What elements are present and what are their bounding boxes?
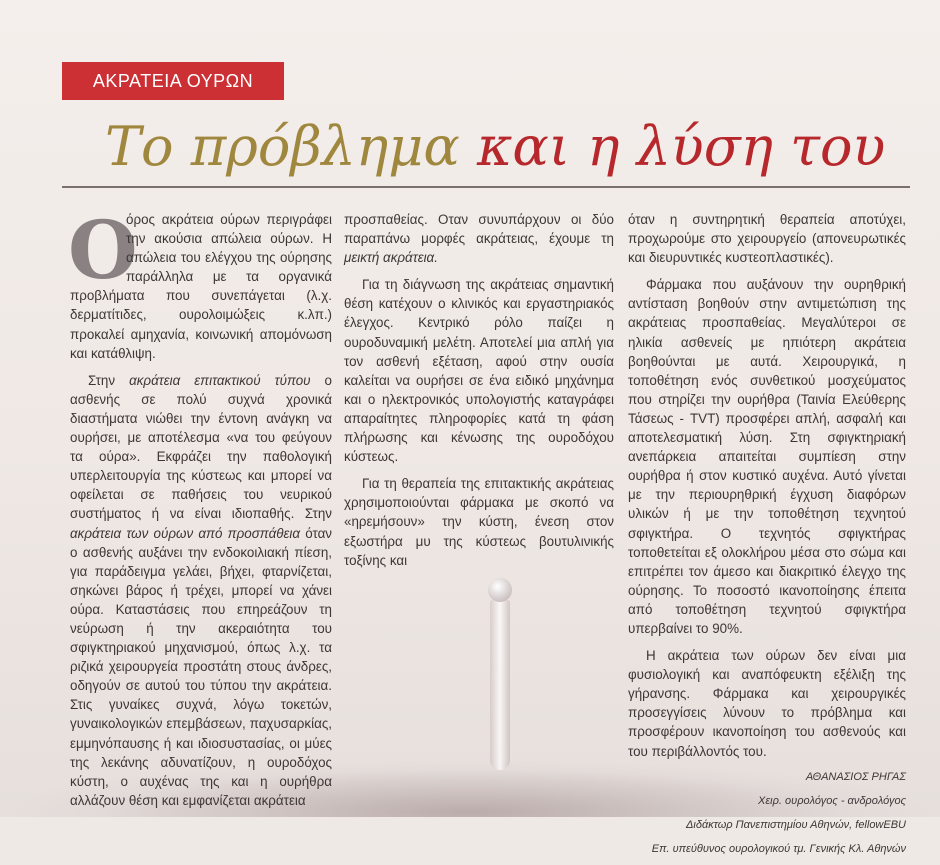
paragraph-text: όρος ακράτεια ούρων περιγράφει την ακούσια απώλεια ούρων. Η απώλεια του ελέγχου της ούρησης παράλληλα με τα οργανικά προβλήματα που συνεπάγεται (λ.χ. δερματίτιδες, ουρολοιμώξεις κ.λπ.) προκαλεί αμηχανία, κοινωνική απομόνωση και κατάθλιψη. [70,212,332,361]
headline-part2: και η λύση του [476,115,886,178]
paragraph: Για τη θεραπεία της επιτακτικής ακράτειας χρησιμοποιούνται φάρμακα με σκοπό να «ηρεμήσουν» την κύστη, ένεση στον εξωστήρα μυ της κύστεως βουτυλινικής τοξίνης και [344,476,614,568]
paragraph [344,210,614,267]
paragraph-text: Στην [88,372,130,388]
author-credentials: Διδάκτωρ Πανεπιστημίου Αθηνών, fellowEBU [686,818,906,831]
paragraph-text: όταν ο ασθενής αυξάνει την ενδοκοιλιακή πίεση, για παράδειγμα γελάει, βήχει, φταρνίζεται, σηκώνει βάρος ή τρέχει, μπορεί να χάνει ούρα. Καταστάσεις που επηρεάζουν τη νεύρωση ή την ακεραιότητα του σφιγκτηριακού μηχανισμού, όπως λ.χ. τα ριζικά χειρουργεία προστάτη στους άνδρες, οδηγούν σε αυτού του τύπου την ακράτεια. Στις γυναίκες συχνά, λόγω τοκετών, γυναικολογικών επεμβάσεων, παχυσαρκίας, εμμηνόπαυσης ή και ιδιοσυστασίας, οι μύες της λεκάνης αδυνατίζουν, η ουροδόχος κύστη, ο αυχένας της και η ουρήθρα αλλάζουν θέση και εμφανίζεται ακράτεια [70,525,333,808]
emphasis-text: μεικτή ακράτεια. [344,250,438,266]
paragraph: όταν η συντηρητική θεραπεία αποτύχει, προχωρούμε στο χειρουργείο (απονευρωτικές και διευρυντικές κυστεοπλαστικές). [628,212,906,266]
section-tag: ΑΚΡΑΤΕΙΑ ΟΥΡΩΝ [62,62,284,100]
headline-part1: Το πρόβλημα [105,115,460,178]
emphasis-text: ακράτεια των ούρων από προσπάθεια [70,525,300,541]
article-column-1 [68,203,333,818]
headline-rule [62,186,910,188]
author-title: Χειρ. ουρολόγος - ανδρολόγος [758,794,906,807]
article-column-3 [628,210,906,865]
water-drop-ball [488,578,512,602]
headline [105,112,885,182]
paragraph [70,371,332,810]
dropcap: Ο [68,203,138,297]
water-drop-illustration [440,570,560,770]
paragraph: Φάρμακα που αυξάνουν την ουρηθρική αντίσταση βοηθούν στην αντιμετώπιση της ακράτειας προσπαθείας. Μεγαλύτεροι σε ηλικία ασθενείς με ηπιότερη ακράτεια βοηθούνται με αυτά. Χειρουργικά, η τοποθέτηση ενός συνθετικού μοσχεύματος που στηρίζει την ουρήθρα (Ταινία Ελεύθερης Τάσεως - TVT) προσφέρει απλή, ασφαλή και αποτελεσματική λύση. Στη σφιγκτηριακή ανεπάρκεια απαιτείται συμπίεση στην ουρήθρα ή στον κυστικό αυχένα. Αυτό γίνεται με την περιουρηθρική έγχυση διαφόρων υλικών ή με την τοποθέτηση τεχνητού σφιγκτήρα. Ο τεχνητός σφιγκτήρας τοποθετείται εξ ολοκλήρου μέσα στο σώμα και επιτρέπει τον άμεσο και διακριτικό έλεγχο της ούρησης. Το ποσοστό ικανοποίησης έπειτα από τοποθέτηση τεχνητού σφιγκτήρα υπερβαίνει το 90%. [628,277,906,636]
paragraph-text: προσπαθείας. Οταν συνυπάρχουν οι δύο παραπάνω μορφές ακράτειας, έχουμε τη [344,212,614,247]
emphasis-text: ακράτεια επιτακτικού τύπου [129,372,311,388]
author-name: ΑΘΑΝΑΣΙΟΣ ΡΗΓΑΣ [805,770,906,783]
paragraph [68,203,332,363]
water-drop-stem [490,600,510,770]
author-affiliation: Επ. υπεύθυνος ουρολογικού τμ. Γενικής Κλ. Αθηνών [651,842,906,855]
paragraph-text: ο ασθενής σε πολύ συχνά χρονικά διαστήματα νιώθει την έντονη ανάγκη να ουρήσει, με αποτέλεσμα «να του φεύγουν τα ούρα». Εκφράζει την παθολογική υπερλειτουργία της κύστεως και μπορεί να οφείλεται σε παθήσεις του νευρικού συστήματος ή να είναι ιδιοπαθής. Στην [70,372,332,522]
paragraph: Η ακράτεια των ούρων δεν είναι μια φυσιολογική και αναπόφευκτη εξέλιξη της γήρανσης. Φάρμακα και χειρουργικές προσεγγίσεις λύνουν το πρόβλημα και προσφέρουν ικανοποίηση του ασθενούς και του περιβάλλοντός του. [628,648,906,759]
article-column-2 [344,210,614,578]
paragraph: Για τη διάγνωση της ακράτειας σημαντική θέση κατέχουν ο κλινικός και εργαστηριακός έλεγχος. Κεντρικό ρόλο παίζει η ουροδυναμική μελέτη. Αποτελεί μια απλή για τον ασθενή εξέταση, αφού στην ουσία καλείται να ουρήσει σε ένα ειδικό μηχάνημα και ο ηλεκτρονικός υπολογιστής καταγράφει απαραίτητες πληροφορίες κατά τη φάση πλήρωσης και κένωσης της ουροδόχου κύστεως. [344,277,614,465]
